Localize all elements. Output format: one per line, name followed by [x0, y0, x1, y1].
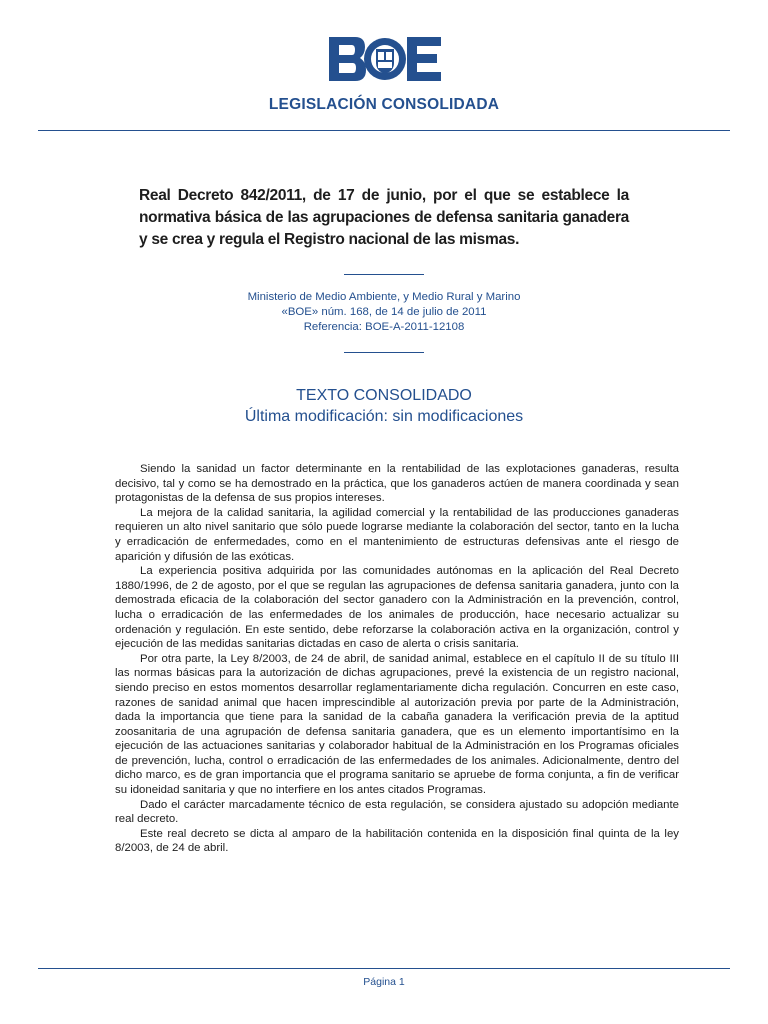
- ministry: Ministerio de Medio Ambiente, y Medio Rural y Marino: [247, 291, 521, 303]
- legislation-header: LEGISLACIÓN CONSOLIDADA: [268, 96, 500, 113]
- footer-divider: [38, 968, 730, 969]
- document-body: [115, 462, 679, 856]
- boe-logo: [329, 37, 441, 81]
- boe-issue: «BOE» núm. 168, de 14 de julio de 2011: [281, 306, 487, 318]
- document-meta: [0, 290, 768, 335]
- page-number: Página 1: [363, 976, 405, 988]
- paragraph: La mejora de la calidad sanitaria, la agilidad comercial y la rentabilidad de las producciones ganaderas requieren un alto nivel sanitario que sólo puede lograrse mediante la colaboración del sector, tanto en la lucha y erradicación de enfermedades, como en el mantenimiento de estructuras defensivas ante el riesgo de aparición y difusión de las exóticas.: [115, 506, 679, 563]
- paragraph: Por otra parte, la Ley 8/2003, de 24 de abril, de sanidad animal, establece en el capítulo II de su título III las normas básicas para la autorización de dichas agrupaciones, prevé la existencia de un registro nacional, siendo preciso en estos momentos desarrollar reglamentariamente dicha regulación. Concurren en este caso, razones de sanidad animal que hacen imprescindible al autorización previa por parte de la Administración, dada la importancia que tiene para la sanidad de la cabaña ganadera la verificación previa de la aptitud zoosanitaria de una agrupación de defensa sanitaria ganadera, que es un elemento importantísimo en la ejecución de las actuaciones sanitarias y colaborador habitual de la Administración en los Programas oficiales de prevención, lucha, control o erradicación de las enfermedades de los animales. Adicionalmente, dentro del dicho marco, es de gran importancia que el programa sanitario se apruebe de forma conjunta, a fin de verificar su idoneidad sanitaria y que no interfiere en los antes citados Programas.: [115, 652, 679, 797]
- paragraph: Siendo la sanidad un factor determinante en la rentabilidad de las explotaciones ganaderas, resulta decisivo, tal y como se ha demostrado en la práctica, que los ganaderos actúen de manera coordinada y sean protagonistas de la defensa de sus propios intereses.: [115, 463, 679, 505]
- paragraph: La experiencia positiva adquirida por las comunidades autónomas en la aplicación del Real Decreto 1880/1996, de 2 de agosto, por el que se regulan las agrupaciones de defensa sanitaria ganadera, junto con la demostrada eficacia de la colaboración del sector ganadero con la Administración en la prevención, control, lucha o erradicación de las enfermedades de los animales de producción, hace necesario actualizar su ordenación y regulación. En este sentido, debe reforzarse la colaboración activa en la organización, control y ejecución de las medidas sanitarias dictadas en caso de alerta o crisis sanitaria.: [115, 565, 679, 651]
- meta-divider-top: [344, 274, 424, 275]
- document-title: Real Decreto 842/2011, de 17 de junio, por el que se establece la normativa básica de las agrupaciones de defensa sanitaria ganadera y se crea y regula el Registro nacional de las mismas.: [139, 187, 629, 248]
- header-divider: [38, 130, 730, 131]
- paragraph: Este real decreto se dicta al amparo de la habilitación contenida en la disposición final quinta de la ley 8/2003, de 24 de abril.: [115, 827, 679, 855]
- last-modification: Última modificación: sin modificaciones: [244, 408, 524, 425]
- meta-divider-bottom: [344, 352, 424, 353]
- consolidated-label: TEXTO CONSOLIDADO: [296, 387, 472, 404]
- consolidated-heading: [0, 385, 768, 427]
- paragraph: Dado el carácter marcadamente técnico de esta regulación, se considera ajustado su adopción mediante real decreto.: [115, 798, 679, 826]
- reference: Referencia: BOE-A-2011-12108: [303, 321, 465, 333]
